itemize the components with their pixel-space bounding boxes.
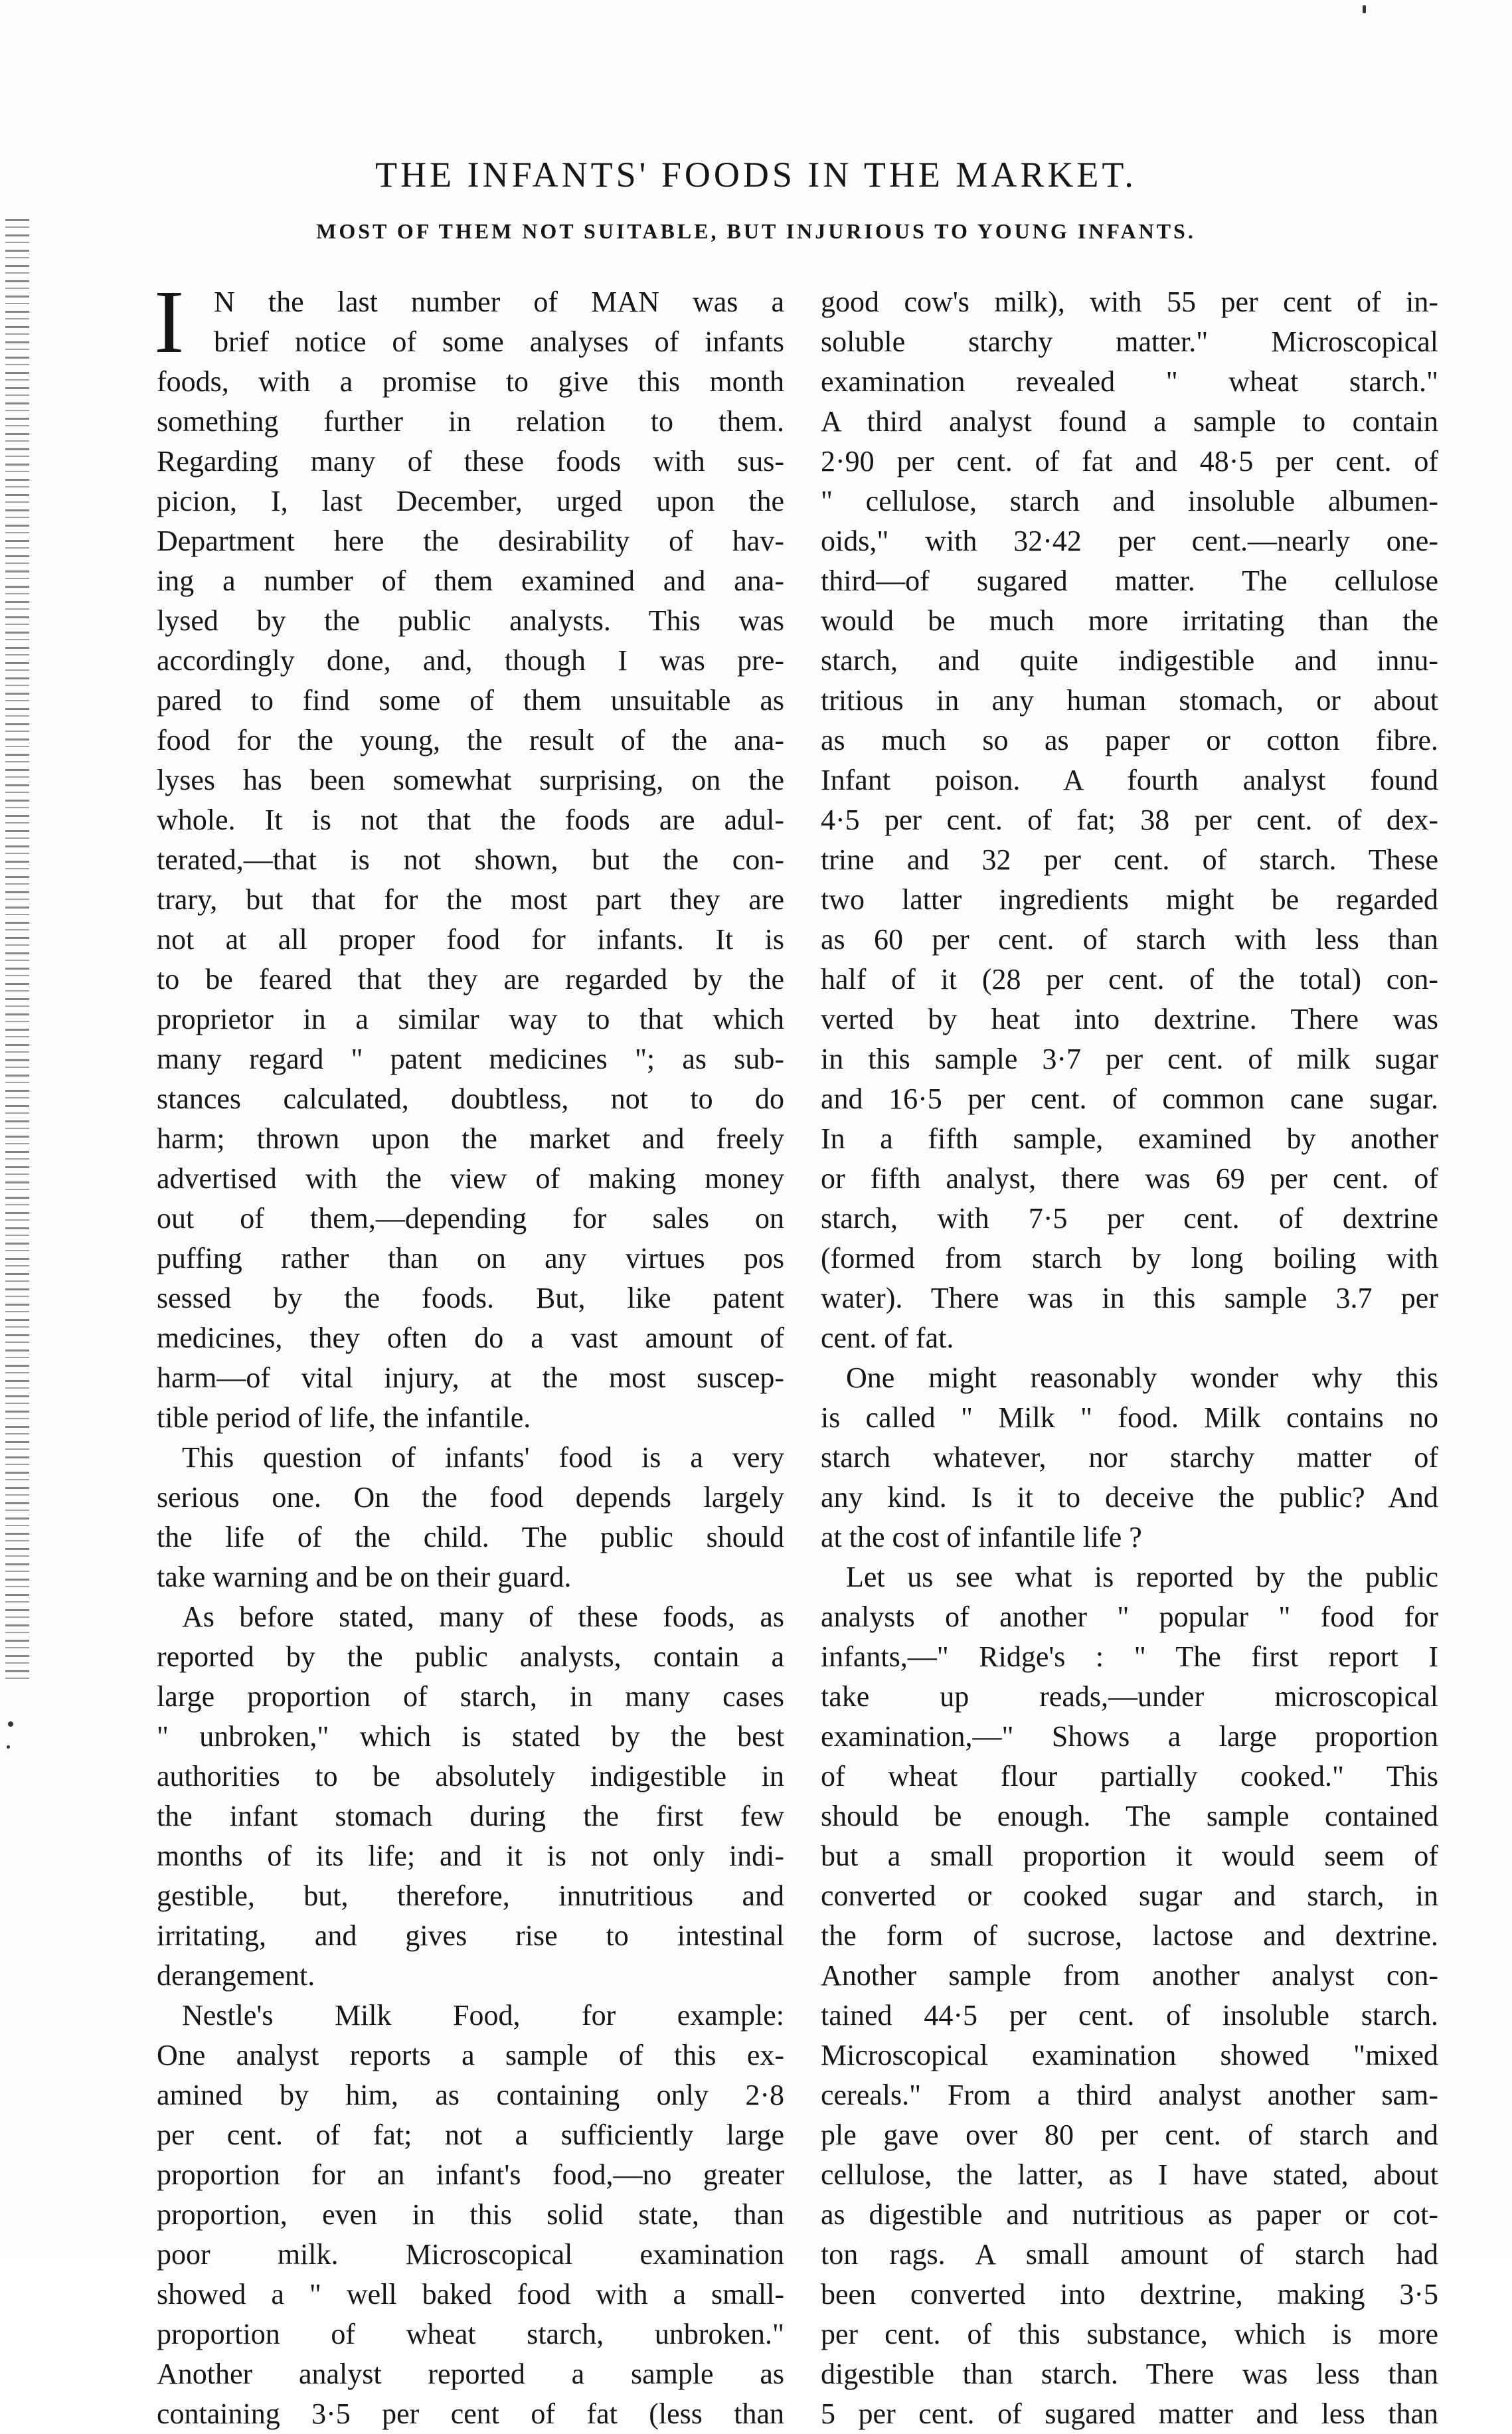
text-line: out of them,—depending for sales on [157, 1202, 784, 1235]
text-line: sessed by the foods. But, like patent [157, 1282, 784, 1314]
text-line: many regard " patent medicines "; as sub- [157, 1043, 784, 1075]
text-line: This question of infants' food is a very [182, 1441, 784, 1474]
text-line: oids," with 32·42 per cent.—nearly one- [821, 525, 1438, 557]
text-line: two latter ingredients might be regarded [821, 883, 1438, 916]
text-line: Regarding many of these foods with sus- [157, 445, 784, 478]
text-line: infants,—" Ridge's : " The first report I [821, 1640, 1438, 1673]
text-line: lyses has been somewhat surprising, on the [157, 764, 784, 796]
text-line: " unbroken," which is stated by the best [157, 1720, 784, 1753]
text-line: authorities to be absolutely indigestible in [157, 1760, 784, 1792]
text-line: third—of sugared matter. The cellulose [821, 565, 1438, 597]
text-line: or fifth analyst, there was 69 per cent. of [821, 1162, 1438, 1195]
text-line: medicines, they often do a vast amount of [157, 1322, 784, 1354]
text-line: puffing rather than on any virtues pos [157, 1242, 784, 1274]
text-line: Infant poison. A fourth analyst found [821, 764, 1438, 796]
text-line: half of it (28 per cent. of the total) con- [821, 963, 1438, 996]
text-line: per cent. of fat; not a sufficiently large [157, 2119, 784, 2151]
text-line: Another analyst reported a sample as [157, 2358, 784, 2390]
text-line: trine and 32 per cent. of starch. These [821, 843, 1438, 876]
text-line: to be feared that they are regarded by the [157, 963, 784, 996]
text-line: analysts of another " popular " food for [821, 1601, 1438, 1633]
text-line: One might reasonably wonder why this [846, 1361, 1438, 1394]
text-line: amined by him, as containing only 2·8 [157, 2079, 784, 2111]
text-line: starch, and quite indigestible and innu- [821, 644, 1438, 677]
text-line: not at all proper food for infants. It is [157, 923, 784, 956]
text-line: tained 44·5 per cent. of insoluble starch. [821, 1999, 1438, 2032]
text-line: reported by the public analysts, contain a [157, 1640, 784, 1673]
text-line: trary, but that for the most part they are [157, 883, 784, 916]
text-line: examination,—" Shows a large proportion [821, 1720, 1438, 1753]
text-line: showed a " well baked food with a small- [157, 2278, 784, 2310]
text-line: take warning and be on their guard. [157, 1561, 572, 1593]
left-column [154, 272, 784, 2434]
text-line: 2·90 per cent. of fat and 48·5 per cent. of [821, 445, 1438, 478]
text-line: harm—of vital injury, at the most suscep- [157, 1361, 784, 1394]
text-line: as 60 per cent. of starch with less than [821, 923, 1438, 956]
text-line: cereals." From a third analyst another sam- [821, 2079, 1438, 2111]
text-line: N the last number of MAN was a [214, 286, 784, 318]
text-line: tritious in any human stomach, or about [821, 684, 1438, 717]
binding-edge [5, 219, 29, 1680]
text-line: Nestle's Milk Food, for example: [182, 1999, 784, 2032]
text-line: stances calculated, doubtless, not to do [157, 1083, 784, 1115]
text-line: any kind. Is it to deceive the public? And [821, 1481, 1438, 1514]
text-line: A third analyst found a sample to contain [821, 405, 1438, 438]
text-line: ple gave over 80 per cent. of starch and [821, 2119, 1438, 2151]
text-line: digestible than starch. There was less than [821, 2358, 1438, 2390]
text-line: terated,—that is not shown, but the con- [157, 843, 784, 876]
text-line: cellulose, the latter, as I have stated, about [821, 2158, 1438, 2191]
text-line: proprietor in a similar way to that which [157, 1003, 784, 1035]
text-line: per cent. of this substance, which is more [821, 2318, 1438, 2350]
text-line: of wheat flour partially cooked." This [821, 1760, 1438, 1792]
text-line: whole. It is not that the foods are adul- [157, 804, 784, 836]
text-line: should be enough. The sample contained [821, 1800, 1438, 1832]
text-line: lysed by the public analysts. This was [157, 604, 784, 637]
text-line: at the cost of infantile life ? [821, 1521, 1142, 1553]
text-line: Another sample from another analyst con- [821, 1959, 1438, 1992]
article-subtitle: MOST OF THEM NOT SUITABLE, BUT INJURIOUS TO YOUNG INFANTS. [316, 219, 1196, 243]
text-line: is called " Milk " food. Milk contains no [821, 1401, 1438, 1434]
text-line: soluble starchy matter." Microscopical [821, 325, 1438, 358]
text-line: serious one. On the food depends largely [157, 1481, 784, 1514]
text-line: in this sample 3·7 per cent. of milk sugar [821, 1043, 1438, 1075]
text-line: derangement. [157, 1959, 315, 1992]
text-line: months of its life; and it is not only indi- [157, 1840, 784, 1872]
text-line: picion, I, last December, urged upon the [157, 485, 784, 517]
text-line: verted by heat into dextrine. There was [821, 1003, 1438, 1035]
text-line: food for the young, the result of the ana- [157, 724, 784, 756]
text-line: ton rags. A small amount of starch had [821, 2238, 1438, 2271]
text-line: gestible, but, therefore, innutritious and [157, 1879, 784, 1912]
text-line: harm; thrown upon the market and freely [157, 1122, 784, 1155]
text-line: tible period of life, the infantile. [157, 1401, 531, 1434]
text-line: proportion of wheat starch, unbroken." [157, 2318, 784, 2350]
text-line: irritating, and gives rise to intestinal [157, 1919, 784, 1952]
article-title: THE INFANTS' FOODS IN THE MARKET. [375, 155, 1137, 195]
text-line: water). There was in this sample 3.7 per [821, 1282, 1438, 1314]
text-line: pared to find some of them unsuitable as [157, 684, 784, 717]
text-line: the infant stomach during the first few [157, 1800, 784, 1832]
text-line: as digestible and nutritious as paper or cot- [821, 2198, 1438, 2231]
text-line: 5 per cent. of sugared matter and less than [821, 2397, 1438, 2430]
text-line: but a small proportion it would seem of [821, 1840, 1438, 1872]
text-line: as much so as paper or cotton fibre. [821, 724, 1438, 756]
text-line: foods, with a promise to give this month [157, 365, 784, 398]
right-column [821, 282, 1438, 2434]
text-line: 4·5 per cent. of fat; 38 per cent. of dex- [821, 804, 1438, 836]
text-line: large proportion of starch, in many cases [157, 1680, 784, 1713]
text-line: starch, with 7·5 per cent. of dextrine [821, 1202, 1438, 1235]
drop-cap: I [154, 272, 185, 372]
text-line: converted or cooked sugar and starch, in [821, 1879, 1438, 1912]
text-line: ing a number of them examined and ana- [157, 565, 784, 597]
text-line: proportion for an infant's food,—no greater [157, 2158, 784, 2191]
text-line: " cellulose, starch and insoluble albumen- [821, 485, 1438, 517]
text-line: As before stated, many of these foods, as [182, 1601, 784, 1633]
text-line: starch whatever, nor starchy matter of [821, 1441, 1438, 1474]
text-line: something further in relation to them. [157, 405, 784, 438]
text-line: Department here the desirability of hav- [157, 525, 784, 557]
text-line: good cow's milk), with 55 per cent of in- [821, 286, 1438, 318]
text-line: In a fifth sample, examined by another [821, 1122, 1438, 1155]
text-line: Let us see what is reported by the public [846, 1561, 1438, 1593]
edge-mark [7, 1745, 10, 1749]
text-line: One analyst reports a sample of this ex- [157, 2039, 784, 2071]
text-line: the life of the child. The public should [157, 1521, 784, 1553]
text-line: examination revealed " wheat starch." [821, 365, 1438, 398]
edge-mark [1363, 5, 1366, 13]
text-line: proportion, even in this solid state, than [157, 2198, 784, 2231]
text-line: Microscopical examination showed "mixed [821, 2039, 1438, 2071]
text-line: poor milk. Microscopical examination [157, 2238, 784, 2271]
text-line: advertised with the view of making money [157, 1162, 784, 1195]
text-line: containing 3·5 per cent of fat (less than [157, 2397, 784, 2430]
text-line: accordingly done, and, though I was pre- [157, 644, 784, 677]
text-line: and 16·5 per cent. of common cane sugar. [821, 1083, 1438, 1115]
text-line: would be much more irritating than the [821, 604, 1438, 637]
edge-mark [8, 1721, 13, 1727]
text-line: (formed from starch by long boiling with [821, 1242, 1438, 1274]
text-line: been converted into dextrine, making 3·5 [821, 2278, 1438, 2310]
text-line: brief notice of some analyses of infants [214, 325, 784, 358]
text-line: cent. of fat. [821, 1322, 954, 1354]
text-line: the form of sucrose, lactose and dextrine. [821, 1919, 1438, 1952]
text-line: take up reads,—under microscopical [821, 1680, 1438, 1713]
